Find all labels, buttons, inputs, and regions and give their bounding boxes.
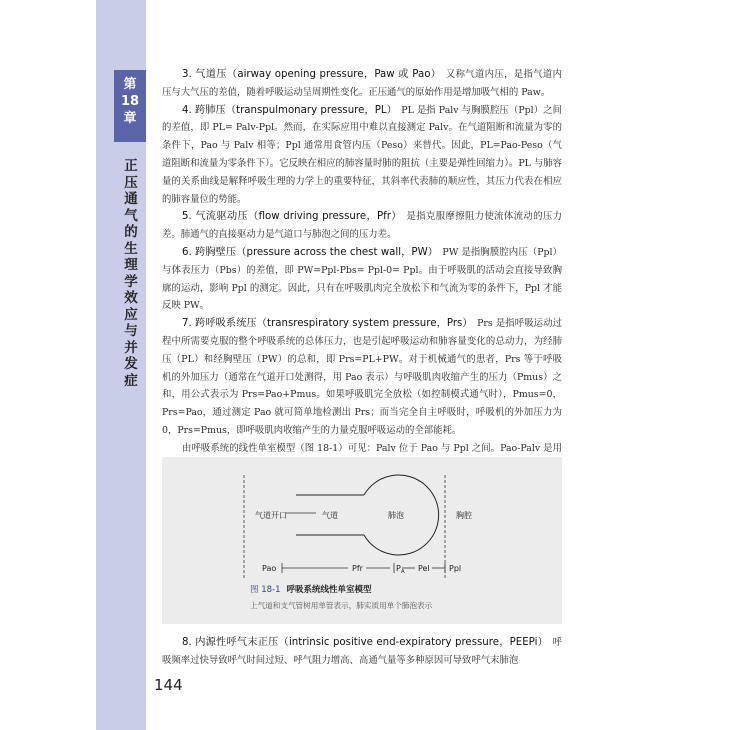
section-8-body: 呼吸频率过快导致呼气时间过短、呼气阻力增高、高通气量等多种原因可导致呼气末肺泡 bbox=[162, 637, 562, 666]
pel-label: Pel bbox=[418, 564, 430, 573]
section-5-heading: 5. 气流驱动压（flow driving pressure，Pfr） bbox=[182, 211, 397, 223]
figure-number: 图 18-1 bbox=[250, 585, 281, 595]
main-text bbox=[162, 66, 562, 493]
section-8-heading: 8. 内源性呼气末正压（intrinsic positive end-expiratory pressure，PEEPi） bbox=[182, 637, 543, 648]
section-5-body: 是指克服摩擦阻力使流体流动的压力差。肺通气的直接驱动力是气道口与肺泡之间的压力差。 bbox=[162, 211, 562, 241]
figure-18-1 bbox=[162, 457, 562, 624]
chapter-tab bbox=[114, 70, 146, 142]
alveolus-label: 肺泡 bbox=[388, 511, 404, 520]
figure-caption-text: 上气道和支气管树用单管表示，肺实质用单个肺泡表示 bbox=[250, 601, 433, 610]
single-compartment-model-diagram bbox=[162, 457, 562, 624]
pao-label: Pao bbox=[262, 564, 277, 573]
page-margin bbox=[0, 0, 96, 730]
ppl-label: Ppl bbox=[449, 564, 462, 573]
chapter-tab-prefix: 第 bbox=[123, 77, 137, 92]
section-3 bbox=[162, 66, 562, 102]
chapter-number: 18 bbox=[120, 94, 140, 109]
section-4-heading: 4. 跨肺压（transpulmonary pressure，PL） bbox=[182, 104, 392, 116]
chapter-tab-suffix: 章 bbox=[123, 111, 137, 126]
section-5 bbox=[162, 208, 562, 244]
section-3-heading: 3. 气道压（airway opening pressure，Paw 或 Pao） bbox=[182, 69, 437, 80]
airway-label: 气道 bbox=[322, 511, 338, 520]
section-6 bbox=[162, 244, 562, 315]
section-7 bbox=[162, 315, 562, 440]
section-3-body: 又称气道内压，是指气道内压与大气压的差值，随着呼吸运动呈周期性变化。正压通气的原始作用是增加吸气相的 Paw。 bbox=[162, 69, 562, 98]
palv-label-main: P bbox=[396, 564, 401, 573]
palv-label-subscript: A bbox=[400, 569, 405, 575]
chest-cavity-label: 胸腔 bbox=[456, 511, 472, 520]
figure-caption-title bbox=[250, 583, 372, 595]
page-number: 144 bbox=[154, 676, 183, 694]
section-4 bbox=[162, 102, 562, 209]
figure-title: 呼吸系统线性单室模型 bbox=[286, 585, 372, 595]
section-8-paragraph bbox=[162, 634, 562, 670]
section-7-body: Prs 是指呼吸运动过程中所需要克服的整个呼吸系统的总体压力，也是引起呼吸运动和肺容量变化的总动力，为经肺压（PL）和经胸壁压（PW）的总和，即 Prs=PL+PW。对于机械通气的患者，Prs 等于呼吸机的外加压力（通常在气道开口处测得，用 Pao 表示）与呼吸肌肉收缩产生的压力（Pmus）之和，用公式表示为 Prs=Pao+Pmus。如果呼吸肌完全放松（如控制模式通气时），Pmus=0，Prs=Pao，通过测定 Pao 就可简单地检测出 Prs；而当完全自主呼吸时，呼吸机的外加压力为 0，Prs=Pmus，即呼吸肌肉收缩产生的力量克服呼吸运动的全部能耗。 bbox=[162, 318, 562, 436]
section-6-body: PW 是指胸膜腔内压（Ppl）与体表压力（Pbs）的差值，即 PW=Ppl-Pbs= Ppl-0= Ppl。由于呼吸肌的活动会直接导致胸廓的运动，影响 Ppl 的测定。因此，只有在呼吸肌肉完全放松下和气流为零的条件下，Ppl 才能反映 PW。 bbox=[162, 246, 562, 312]
section-7-heading: 7. 跨呼吸系统压（transrespiratory system pressure，Prs） bbox=[182, 318, 468, 330]
section-8 bbox=[162, 634, 562, 670]
model-paragraph: 由呼吸系统的线性单室模型（图 18-1）可见：Palv 位于 Pao 与 Ppl 之间。Pao-Palv 是用 bbox=[182, 442, 562, 454]
section-6-heading: 6. 跨胸壁压（pressure across the chest wall，PW） bbox=[182, 246, 433, 258]
chapter-title-vertical: 正压通气的生理学效应与并发症 bbox=[124, 158, 138, 389]
section-4-body: PL 是指 Palv 与胸膜腔压（Ppl）之间的差值，即 PL= Palv-Ppl。然而，在实际应用中难以直接测定 Palv。在气道阻断和流量为零的条件下，Pao 与 Palv 相等；Ppl 通常用食管内压（Peso）来替代。因此，PL=Pao-Peso（气道阻断和流量为零条件下）。它反映在相应的肺容量时肺的阻抗（主要是弹性回缩力）。PL 与肺容量的关系曲线是解释呼吸生理的力学上的重要特征，其斜率代表肺的顺应性，其压力代表在相应的肺容量位的势能。 bbox=[162, 104, 562, 205]
palv-label bbox=[396, 564, 405, 575]
pfr-label: Pfr bbox=[352, 564, 363, 573]
airway-opening-label: 气道开口 bbox=[255, 511, 287, 520]
